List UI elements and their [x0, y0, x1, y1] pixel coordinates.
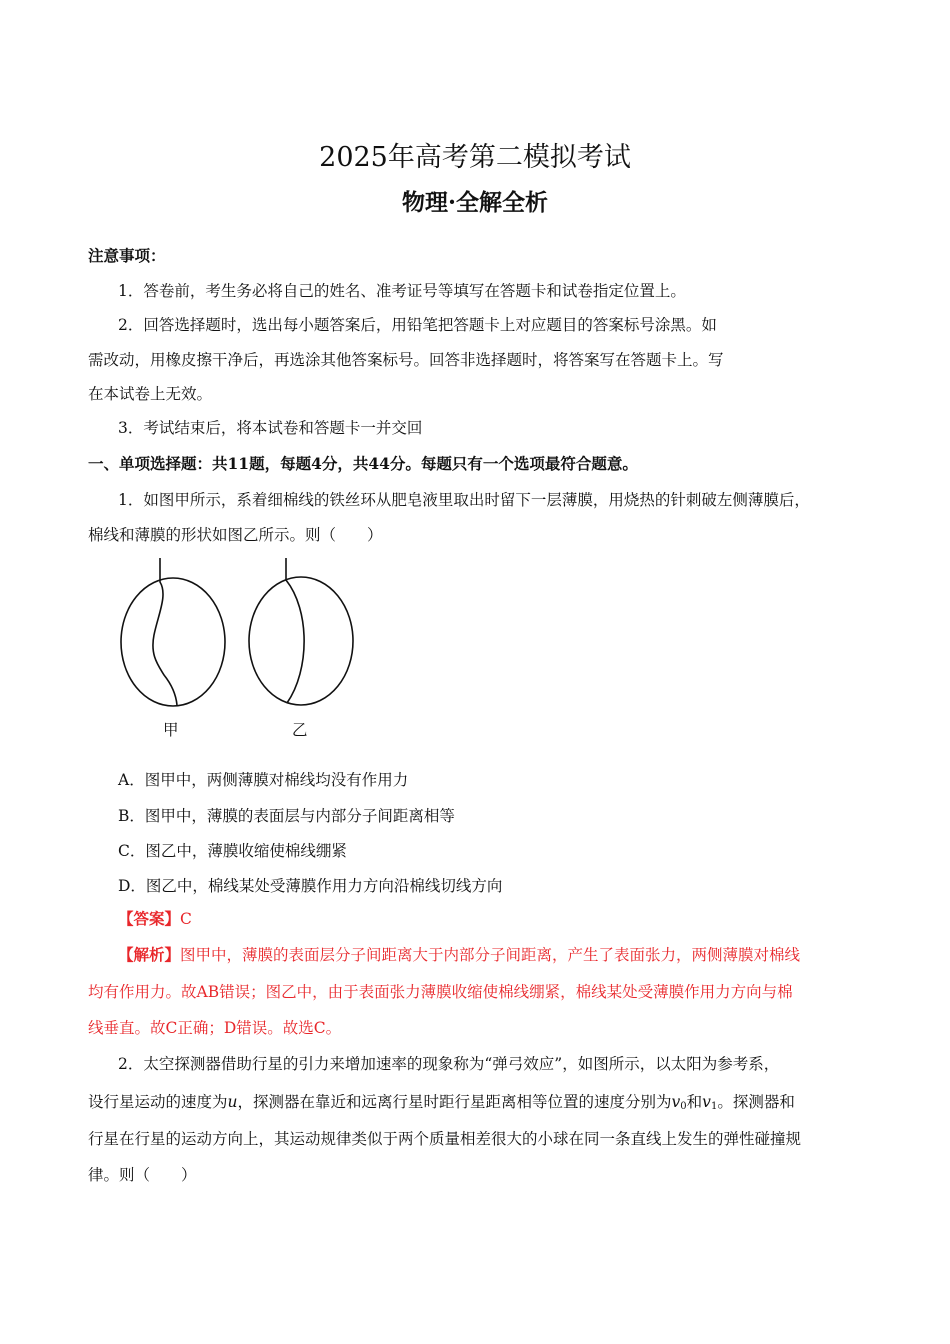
q1-stem-line-1: 1．如图甲所示，系着细棉线的铁丝环从肥皂液里取出时留下一层薄膜，用烧热的针刺破左侧薄膜后，: [118, 491, 810, 509]
sub-0: 0: [680, 1101, 687, 1112]
answer-value: C: [180, 910, 192, 928]
thread-b: [286, 558, 304, 703]
notice-item-3: 3．考试结束后，将本试卷和答题卡一并交回: [118, 419, 423, 437]
q1-stem-line-2: 棉线和薄膜的形状如图乙所示。则（ ）: [88, 526, 383, 544]
q2-text-b: ，探测器在靠近和远离行星时距行星距离相等位置的速度分别为: [237, 1093, 672, 1111]
q2-text-c: 和: [686, 1093, 703, 1111]
q1-analysis-line-1: [118, 945, 800, 965]
q1-answer: [118, 909, 192, 929]
q2-stem-line-4: 律。则（ ）: [88, 1166, 197, 1184]
sub-1: 1: [710, 1101, 718, 1112]
analysis-text-1: 图甲中，薄膜的表面层分子间距离大于内部分子间距离，产生了表面张力，两侧薄膜对棉线: [180, 946, 801, 964]
q1-option-c: C．图乙中，薄膜收缩使棉线绷紧: [118, 842, 347, 860]
q2-stem-line-3: 行星在行星的运动方向上，其运动规律类似于两个质量相差很大的小球在同一条直线上发生的弹性碰撞规: [88, 1130, 802, 1148]
notice-heading: 注意事项：: [88, 246, 166, 265]
var-u: u: [227, 1093, 238, 1111]
page-title: 2025年高考第二模拟考试: [319, 142, 631, 173]
ring-b: [249, 577, 353, 705]
ring-a: [121, 578, 225, 706]
page-subtitle: 物理·全解全析: [401, 189, 548, 216]
notice-item-2-line-1: 2．回答选择题时，选出每小题答案后，用铅笔把答题卡上对应题目的答案标号涂黑。如: [118, 316, 717, 334]
var-v0: v: [671, 1093, 681, 1111]
q1-analysis-line-3: 线垂直。故C正确；D错误。故选C。: [88, 1019, 342, 1037]
analysis-tag: 【解析】: [118, 945, 181, 964]
q1-option-a: A．图甲中，两侧薄膜对棉线均没有作用力: [118, 771, 409, 789]
q1-figure: [110, 555, 370, 745]
figure-label-a: 甲: [163, 721, 179, 739]
q2-stem-line-2: [88, 1092, 795, 1117]
q1-analysis-line-2: 均有作用力。故AB错误；图乙中，由于表面张力薄膜收缩使棉线绷紧，棉线某处受薄膜作用力方向与棉: [88, 983, 793, 1001]
q1-option-d: D．图乙中，棉线某处受薄膜作用力方向沿棉线切线方向: [118, 877, 503, 895]
figure-label-b: 乙: [292, 721, 308, 739]
notice-item-1: 1．答卷前，考生务必将自己的姓名、准考证号等填写在答题卡和试卷指定位置上。: [118, 282, 686, 300]
q1-option-b: B．图甲中，薄膜的表面层与内部分子间距离相等: [118, 807, 455, 825]
thread-a: [153, 558, 177, 705]
var-v1: v: [702, 1093, 711, 1111]
notice-item-2-line-2: 需改动，用橡皮擦干净后，再选涂其他答案标号。回答非选择题时，将答案写在答题卡上。写: [88, 351, 724, 369]
q2-text-a: 设行星运动的速度为: [88, 1093, 228, 1111]
answer-tag: 【答案】: [118, 909, 181, 928]
q2-text-d: 。探测器和: [717, 1093, 795, 1111]
section-heading: 一、单项选择题：共11题，每题4分，共44分。每题只有一个选项最符合题意。: [88, 454, 638, 473]
q2-stem-line-1: 2．太空探测器借助行星的引力来增加速率的现象称为“弹弓效应”，如图所示，以太阳为参考系，: [118, 1055, 780, 1073]
notice-item-2-line-3: 在本试卷上无效。: [88, 385, 213, 403]
